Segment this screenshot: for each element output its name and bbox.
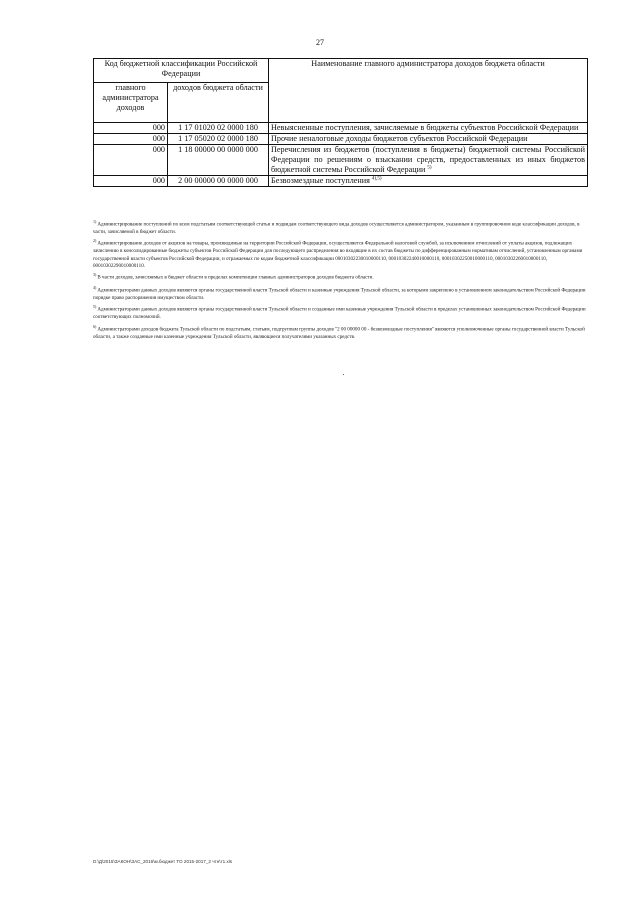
- revenue-name-text: Перечисления из бюджетов (поступления в бюджеты) бюджетной системы Российской Федерации по решениям о взыскании средств, предоставленных из иных бюджетов бюджетной системы Российской Федерации: [271, 145, 585, 174]
- footnote-mark: 5): [93, 304, 97, 310]
- footnote: [93, 271, 588, 282]
- header-admin-col: главного администратора доходов: [94, 83, 168, 123]
- revenue-code: 1 17 01020 02 0000 180: [168, 123, 269, 134]
- footnote-ref: 5): [427, 165, 432, 171]
- footnote-text: Администрирование доходов от акцизов на товары, производимые на территории Российской Федерации, осуществляется Федеральной налоговой службой, за исключением отчислений от уплаты акцизов, подлежащих зачислению в консолидированные бюджеты субъектов Российской Федерации для последующего распределения во входящие в их состав бюджеты по дифференцированным нормативам отчислений, установленным органами государственной власти субъектов Российской Федерации, и отражаемых по кодам бюджетной классификации 00010302230010000110, 00010302240010000110, 00010302250010000110, 00010302260010000110, 00010302290010000110.: [93, 241, 583, 269]
- revenue-name-text: Безвозмездные поступления: [271, 176, 370, 185]
- revenue-name: [269, 134, 588, 145]
- revenue-name: [269, 145, 588, 176]
- footnote-text: Администраторами данных доходов являются органы государственной власти Тульской области и казенные учреждения Тульской области, за которыми закреплено в установленном законодательством Российской Федерации порядке право распоряжения имуществом области.: [93, 287, 586, 301]
- admin-code: 000: [94, 134, 168, 145]
- footnote: [93, 284, 588, 302]
- footnote: [93, 323, 588, 341]
- footnote-mark: 6): [93, 323, 97, 329]
- revenue-name: [269, 123, 588, 134]
- footnote-mark: 2): [93, 238, 97, 244]
- admin-code: 000: [94, 123, 168, 134]
- page-number: 27: [316, 38, 324, 47]
- footnote-text: Администраторами данных доходов являются органы государственной власти Тульской области и созданные ими казенные учреждения Тульской области в пределах установленных законодательством Российской Федерации соответствующих полномочий.: [93, 306, 586, 321]
- header-revenue-col: доходов бюджета области: [168, 83, 269, 123]
- footnotes: [93, 218, 588, 342]
- file-path: D:\Д\2015\ЗАКОН\ЗАС_2016\м.бюджет ТО 2015-2017_2 чтн\т1.xls: [93, 859, 233, 864]
- table-row: [94, 145, 588, 176]
- table-row: [94, 123, 588, 134]
- revenue-administrators-table: [93, 58, 588, 187]
- footnote-text: Администрирование поступлений по всем подстатьям соответствующей статьи и подвидам соответствующего вида доходов осуществляется администратором, указанным в группировочном коде классификации доходов, в части, зачисляемой в бюджет области.: [93, 221, 580, 235]
- footnote: [93, 303, 588, 321]
- footnote-mark: 1): [93, 219, 97, 224]
- revenue-code: 2 00 00000 00 0000 000: [168, 176, 269, 187]
- header-name-col: Наименование главного администратора доходов бюджета области: [269, 59, 588, 123]
- footnote: [93, 237, 588, 270]
- footnote-text: В части доходов, зачисляемых в бюджет области в пределах компетенции главных администраторов доходов бюджета области.: [97, 275, 374, 282]
- footnote-mark: 4): [93, 284, 97, 290]
- revenue-code: 1 17 05020 02 0000 180: [168, 134, 269, 145]
- admin-code: 000: [94, 176, 168, 187]
- revenue-code: 1 18 00000 00 0000 000: [168, 145, 269, 176]
- footnote-mark: 3): [93, 272, 97, 278]
- revenue-name-text: Невыясненные поступления, зачисляемые в бюджеты субъектов Российской Федерации: [271, 123, 579, 132]
- scan-speck: [343, 374, 344, 375]
- admin-code: 000: [94, 145, 168, 176]
- table-row: [94, 176, 588, 187]
- revenue-name: [269, 176, 588, 187]
- footnote-text: Администраторами доходов бюджета Тульской области по подстатьям, статьям, подгруппам группы доходов "2 00 00000 00 - безвозмездные поступления" являются уполномоченные органы государственной власти Тульской области, а также созданные ими казенные учреждения Тульской области, являющиеся получателями указанных средств.: [93, 326, 585, 340]
- table-row: [94, 134, 588, 145]
- header-code-group: Код бюджетной классификации Российской Федерации: [94, 59, 269, 83]
- footnote-ref: 4),5): [372, 176, 382, 182]
- footnote: [93, 218, 588, 236]
- revenue-name-text: Прочие неналоговые доходы бюджетов субъектов Российской Федерации: [271, 134, 528, 143]
